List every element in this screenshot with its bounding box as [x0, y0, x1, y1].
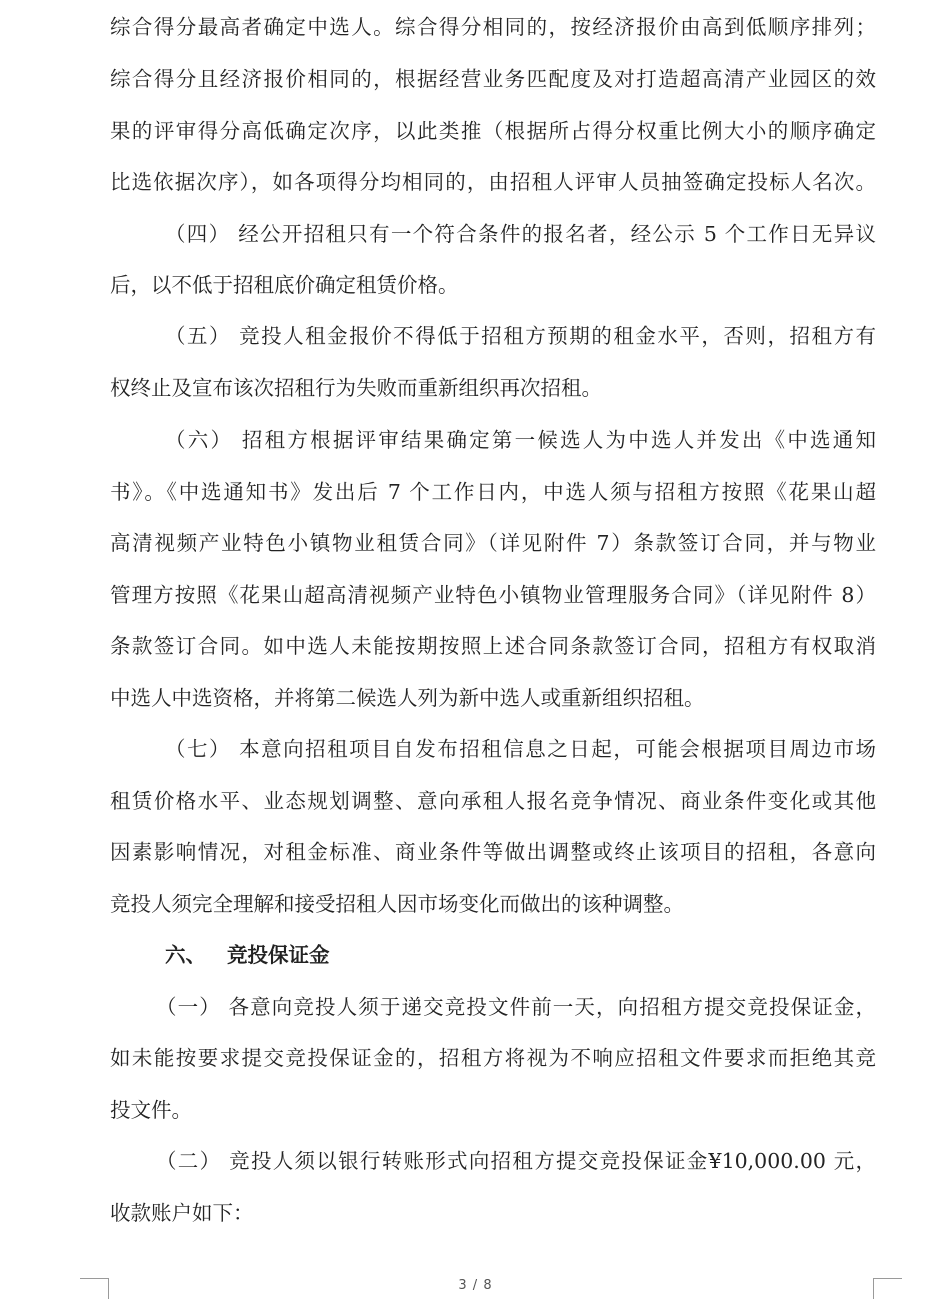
paragraph-line: 中选人中选资格，并将第二候选人列为新中选人或重新组织招租。	[110, 686, 705, 710]
paragraph-line: 竞投人须完全理解和接受招租人因市场变化而做出的该种调整。	[110, 892, 684, 916]
paragraph-line: 条款签订合同。如中选人未能按期按照上述合同条款签订合同，招租方有权取消	[110, 634, 876, 658]
section-number: 六、	[165, 943, 206, 967]
paragraph-line: 综合得分且经济报价相同的，根据经营业务匹配度及对打造超高清产业园区的效	[110, 67, 876, 91]
paragraph-line: （一） 各意向竞投人须于递交竞投文件前一天，向招租方提交竞投保证金，	[156, 995, 876, 1019]
paragraph-line: （七） 本意向招租项目自发布招租信息之日起，可能会根据项目周边市场	[165, 737, 876, 761]
page-number: 3 / 8	[458, 1278, 493, 1293]
paragraph-line: （六） 招租方根据评审结果确定第一候选人为中选人并发出《中选通知	[165, 428, 876, 452]
paragraph-line: 后，以不低于招租底价确定租赁价格。	[110, 273, 459, 297]
paragraph-line: （四） 经公开招租只有一个符合条件的报名者，经公示 5 个工作日无异议	[165, 222, 876, 246]
section-title: 竞投保证金	[227, 943, 330, 967]
paragraph-line: 投文件。	[110, 1098, 192, 1122]
paragraph-line: 收款账户如下：	[110, 1201, 254, 1225]
paragraph-line: 租赁价格水平、业态规划调整、意向承租人报名竞争情况、商业条件变化或其他	[110, 789, 876, 813]
paragraph-line: 书》。《中选通知书》发出后 7 个工作日内，中选人须与招租方按照《花果山超	[110, 480, 876, 504]
paragraph-line: 果的评审得分高低确定次序，以此类推（根据所占得分权重比例大小的顺序确定	[110, 119, 876, 143]
paragraph-line: 高清视频产业特色小镇物业租赁合同》（详见附件 7）条款签订合同，并与物业	[110, 531, 876, 555]
paragraph-line: 如未能按要求提交竞投保证金的，招租方将视为不响应招租文件要求而拒绝其竞	[110, 1046, 876, 1070]
paragraph-line: 综合得分最高者确定中选人。综合得分相同的，按经济报价由高到低顺序排列；	[110, 15, 876, 39]
paragraph-line: 比选依据次序），如各项得分均相同的，由招租人评审人员抽签确定投标人名次。	[110, 170, 876, 194]
paragraph-line: 管理方按照《花果山超高清视频产业特色小镇物业管理服务合同》（详见附件 8）	[110, 583, 876, 607]
paragraph-line: 因素影响情况，对租金标准、商业条件等做出调整或终止该项目的招租，各意向	[110, 840, 876, 864]
paragraph-line: （二） 竞投人须以银行转账形式向招租方提交竞投保证金¥10,000.00 元，	[156, 1149, 876, 1173]
paragraph-line: 权终止及宣布该次招租行为失败而重新组织再次招租。	[110, 376, 602, 400]
paragraph-line: （五） 竞投人租金报价不得低于招租方预期的租金水平，否则，招租方有	[165, 324, 876, 348]
section-heading	[110, 940, 876, 970]
